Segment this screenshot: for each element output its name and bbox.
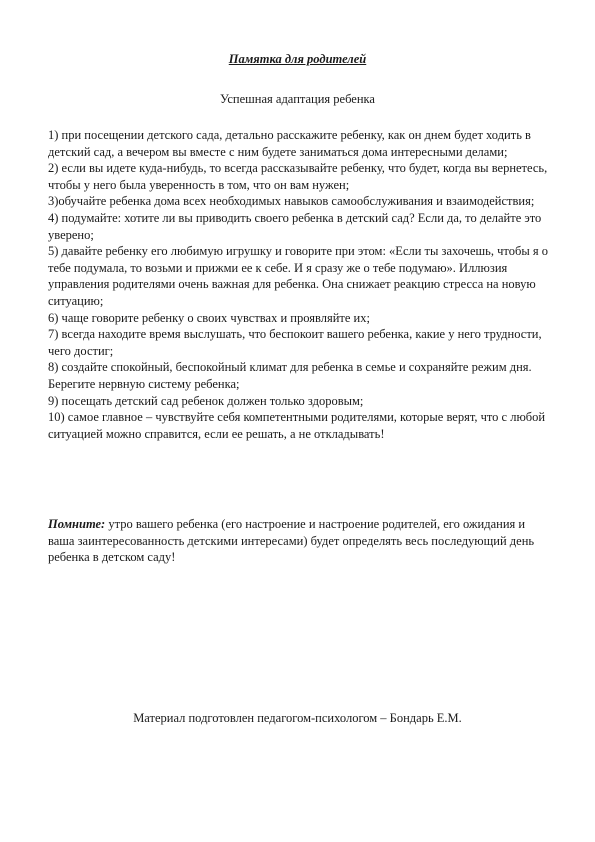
document-title: Памятка для родителей	[228, 52, 367, 66]
advice-item: 5) давайте ребенку его любимую игрушку и говорите при этом: «Если ты захочешь, чтобы я о тебе подумала, то возьми и прижми ее к себе. И я сразу же о тебе подумаю». Иллюзия управления родителями очень важная для ребенка. Она снижает реакцию стресса на новую ситуацию;	[48, 244, 548, 308]
reminder-text: утро вашего ребенка (его настроение и настроение родителей, его ожидания и ваша заинтересованность детскими интересами) будет определять весь последующий день ребенка в детском саду!	[48, 517, 535, 565]
advice-item: 3)обучайте ребенка дома всех необходимых навыков самообслуживания и взаимодействия;	[48, 194, 535, 209]
author-credit: Материал подготовлен педагогом-психологом – Бондарь Е.М.	[133, 711, 462, 725]
advice-item: 2) если вы идете куда-нибудь, то всегда рассказывайте ребенку, что будет, когда вы вернетесь, чтобы у него была уверенность в том, что он вам нужен;	[48, 161, 548, 192]
advice-item: 8) создайте спокойный, беспокойный климат для ребенка в семье и сохраняйте режим дня. Берегите нервную систему ребенка;	[48, 360, 532, 391]
advice-item: 9) посещать детский сад ребенок должен только здоровым;	[48, 393, 364, 408]
reminder-lead: Помните:	[48, 517, 106, 531]
advice-item: 6) чаще говорите ребенку о своих чувствах и проявляйте их;	[48, 310, 370, 325]
advice-item: 1) при посещении детского сада, детально расскажите ребенку, как он днем будет ходить в детский сад, а вечером вы вместе с ним будете заниматься дома интересными делами;	[48, 128, 531, 159]
advice-item: 4) подумайте: хотите ли вы приводить своего ребенка в детский сад? Если да, то делайте это уверено;	[48, 210, 542, 242]
document-subtitle: Успешная адаптация ребенка	[220, 92, 375, 106]
advice-list	[48, 127, 548, 442]
advice-item: 7) всегда находите время выслушать, что беспокоит вашего ребенка, какие у него трудности, чего достиг;	[48, 327, 542, 358]
advice-item: 10) самое главное – чувствуйте себя компетентными родителями, которые верят, что с любой ситуацией можно справится, если ее решать, а не откладывать!	[48, 410, 546, 441]
reminder-paragraph	[48, 516, 548, 566]
